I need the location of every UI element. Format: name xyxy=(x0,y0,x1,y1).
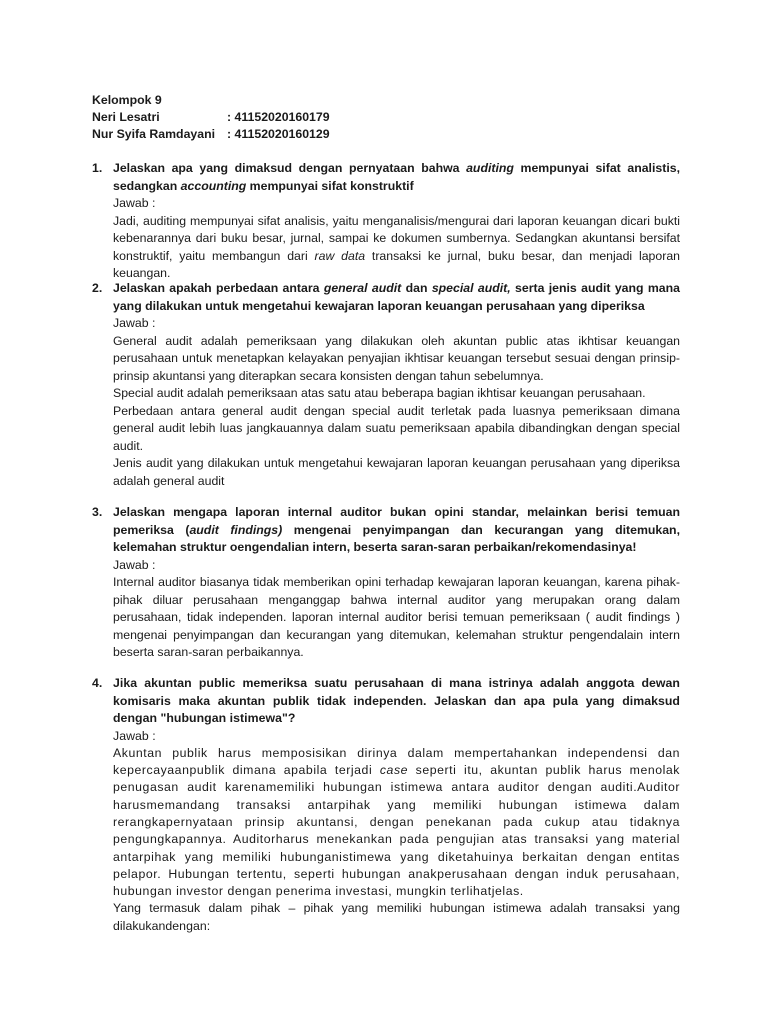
question-1 xyxy=(92,160,680,283)
question-number: 3. xyxy=(92,505,103,519)
member-id: : 41152020160129 xyxy=(227,127,330,141)
question-italic-term: special audit, xyxy=(431,281,511,295)
answer-label: Jawab : xyxy=(113,728,156,743)
question-3 xyxy=(92,504,680,662)
group-title: Kelompok 9 xyxy=(92,93,162,107)
answer-paragraph xyxy=(113,213,680,283)
answer-italic-term: case xyxy=(379,763,409,778)
member-id: : 41152020160179 xyxy=(227,110,330,124)
question-text: Jika akuntan public memeriksa suatu perusahaan di mana istrinya adalah anggota dewan komisaris maka akuntan publik tidak independen. Jelaskan dan apa pula yang dimaksud dengan "hubungan istimewa"? xyxy=(113,676,680,725)
question-2 xyxy=(92,280,680,490)
question-text xyxy=(113,280,680,315)
question-text-part: mempunyai sifat analistis, sedangkan xyxy=(113,161,680,193)
question-italic-term: audit findings) xyxy=(189,522,283,537)
answer-paragraph: General audit adalah pemeriksaan yang dilakukan oleh akuntan public atas ikhtisar keuangan perusahaan untuk menetapkan kelayakan penyajian ikhtisar keuangan tersebut sesuai dengan prinsip-prinsip akuntansi yang diterapkan secara konsisten dengan tahun sebelumnya. xyxy=(113,333,680,383)
answer-text-part: seperti itu, akuntan publik harus menolak penugasan audit karenamemiliki hubungan istimewa antara auditor dengan auditi.Auditor harusmemandang transaksi antarpihak yang memiliki hubungan istimewa dalam rerangkapernyataan prinsip akuntansi, dengan penekanan pada cukup atau tidaknya pengungkapannya. Auditorharus menekankan pada pengujian atas transaksi yang material antarpihak yang memiliki hubunganistimewa yang diketahuinya berkaitan dengan entitas pelapor. Hubungan tertentu, seperti hubungan anakperusahaan dengan induk perusahaan, hubungan investor dengan penerima investasi, mungkin terlihatjelas. xyxy=(113,763,680,899)
answer xyxy=(113,557,680,662)
question-text-part: Jelaskan apakah perbedaan antara xyxy=(113,281,324,295)
question-text-part: mempunyai sifat konstruktif xyxy=(246,178,414,193)
question-number: 4. xyxy=(92,676,103,690)
answer-italic-term: raw data xyxy=(314,248,366,263)
answer-paragraph: Internal auditor biasanya tidak memberikan opini terhadap kewajaran laporan keuangan, karena pihak-pihak diluar perusahaan menganggap bahwa internal auditor yang merupakan orang dalam perusahaan, tidak independen. laporan internal auditor berisi temuan pemeriksaan ( audit findings ) mengenai penyimpangan dan kecurangan yang ditemukan, kelemahan struktur pengendalain intern beserta saran-saran perbaikannya. xyxy=(113,575,680,659)
question-number: 2. xyxy=(92,281,103,295)
member-name: Neri Lesatri xyxy=(92,110,160,124)
answer-label: Jawab : xyxy=(113,316,156,330)
answer-text-part: transaksi ke jurnal, buku besar, dan menjadi laporan keuangan. xyxy=(113,248,680,280)
answer-label: Jawab : xyxy=(113,557,156,572)
question-text-part: Jelaskan apa yang dimaksud dengan pernyataan bahwa xyxy=(113,161,467,175)
answer-paragraph: Yang termasuk dalam pihak – pihak yang memiliki hubungan istimewa adalah transaksi yang dilakukandengan: xyxy=(113,901,680,933)
question-text-part: mengenai penyimpangan dan kecurangan yang ditemukan, kelemahan struktur oengendalian intern, beserta saran-saran perbaikan/rekomendasinya! xyxy=(113,522,680,554)
answer-paragraph xyxy=(113,745,680,901)
answer xyxy=(113,728,680,936)
question-text xyxy=(113,160,680,195)
answer-paragraph: Perbedaan antara general audit dengan special audit terletak pada luasnya pemeriksaan dimana general audit lebih luas jangkauannya dalam suatu pemeriksaan apabila dibandingkan dengan special audit. xyxy=(113,403,680,453)
answer-paragraph: Special audit adalah pemeriksaan atas satu atau beberapa bagian ikhtisar keuangan perusahaan. xyxy=(113,386,646,400)
question-text-part: serta jenis audit yang mana yang dilakukan untuk mengetahui kewajaran laporan keuangan perusahaan yang diperiksa xyxy=(113,281,680,313)
question-text xyxy=(113,504,680,557)
answer-label: Jawab : xyxy=(113,196,156,210)
member-name: Nur Syifa Ramdayani xyxy=(92,127,216,141)
member-row xyxy=(92,109,330,126)
group-header xyxy=(92,92,330,143)
answer-text-part: Jadi, auditing mempunyai sifat analisis, yaitu menganalisis/mengurai dari laporan keuangan dicari bukti kebenarannya dari buku besar, jurnal, sampai ke dokumen sumbernya. Sedangkan akuntansi bersifat konstruktif, yaitu membangun dari xyxy=(113,213,680,263)
answer-text-part: Akuntan publik harus memposisikan dirinya dalam mempertahankan independensi dan kepercayaanpublik dimana apabila terjadi xyxy=(113,745,680,778)
question-text-part: Jelaskan mengapa laporan internal auditor bukan opini standar, melainkan berisi temuan pemeriksa ( xyxy=(113,505,680,537)
question-italic-term: accounting xyxy=(180,178,247,193)
question-italic-term: auditing xyxy=(466,161,514,175)
question-4 xyxy=(92,675,680,935)
answer xyxy=(113,195,680,283)
question-number: 1. xyxy=(92,161,103,175)
question-text-part: dan xyxy=(401,281,432,295)
answer-paragraph: Jenis audit yang dilakukan untuk mengetahui kewajaran laporan keuangan perusahaan yang diperiksa adalah general audit xyxy=(113,456,680,488)
question-italic-term: general audit xyxy=(323,281,402,295)
member-row xyxy=(92,126,330,143)
answer xyxy=(113,315,680,490)
